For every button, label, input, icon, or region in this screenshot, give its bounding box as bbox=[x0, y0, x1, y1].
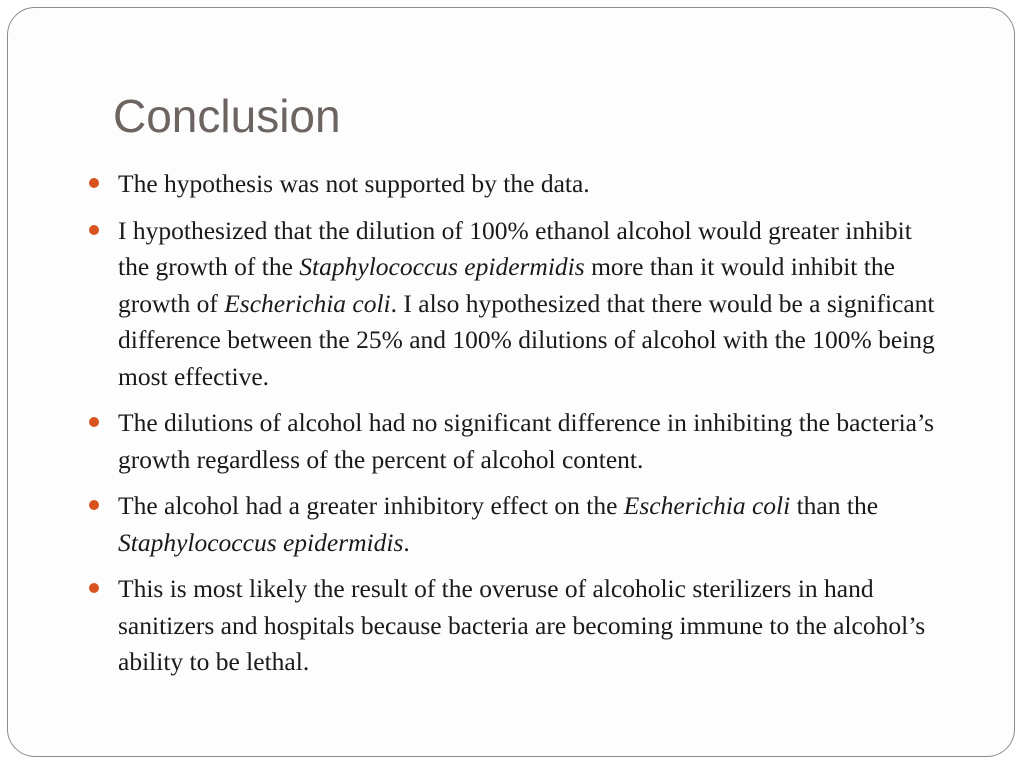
text-segment: more than it would inhibit the growth of bbox=[118, 252, 895, 318]
bullet-item bbox=[118, 405, 938, 478]
bullet-text bbox=[118, 574, 925, 676]
bullet-dot-icon bbox=[89, 500, 99, 510]
text-segment: The hypothesis was not supported by the data. bbox=[118, 169, 590, 198]
bullet-text bbox=[118, 169, 590, 198]
bullet-item bbox=[118, 488, 938, 561]
text-segment: . bbox=[403, 527, 410, 557]
bullet-text bbox=[118, 408, 934, 474]
text-segment: . I also hypothesized that there would be a significant difference between the 25% and 100% dilutions of alcohol with the 100% being most effective. bbox=[118, 288, 935, 391]
bullet-text bbox=[118, 216, 935, 391]
text-segment: than the bbox=[790, 491, 879, 520]
species-name: Staphylococcus epidermidis bbox=[299, 252, 585, 281]
text-segment: This is most likely the result of the overuse of alcoholic sterilizers in hand sanitizers and hospitals because bacteria are becoming immune to the alcohol’s ability to be lethal. bbox=[118, 574, 926, 676]
text-segment: The dilutions of alcohol had no significant difference in inhibiting the bacteria’s growth regardless of the percent of alcohol content. bbox=[118, 408, 935, 474]
text-segment: I hypothesized that the dilution of 100% ethanol alcohol would greater inhibit the growth of the bbox=[118, 215, 912, 281]
bullet-item bbox=[118, 571, 938, 681]
species-name: Escherichia coli bbox=[224, 288, 391, 318]
bullet-dot-icon bbox=[89, 178, 99, 188]
slide-title: Conclusion bbox=[113, 90, 341, 142]
bullet-item bbox=[118, 213, 938, 396]
text-segment: The alcohol had a greater inhibitory effect on the bbox=[118, 491, 624, 520]
bullet-item bbox=[118, 166, 938, 203]
bullet-dot-icon bbox=[89, 583, 99, 593]
bullet-dot-icon bbox=[89, 417, 99, 427]
bullet-list bbox=[118, 166, 938, 691]
bullet-text bbox=[118, 491, 878, 557]
species-name: Staphylococcus epidermidis bbox=[118, 527, 404, 557]
species-name: Escherichia coli bbox=[623, 491, 791, 520]
bullet-dot-icon bbox=[89, 225, 99, 235]
